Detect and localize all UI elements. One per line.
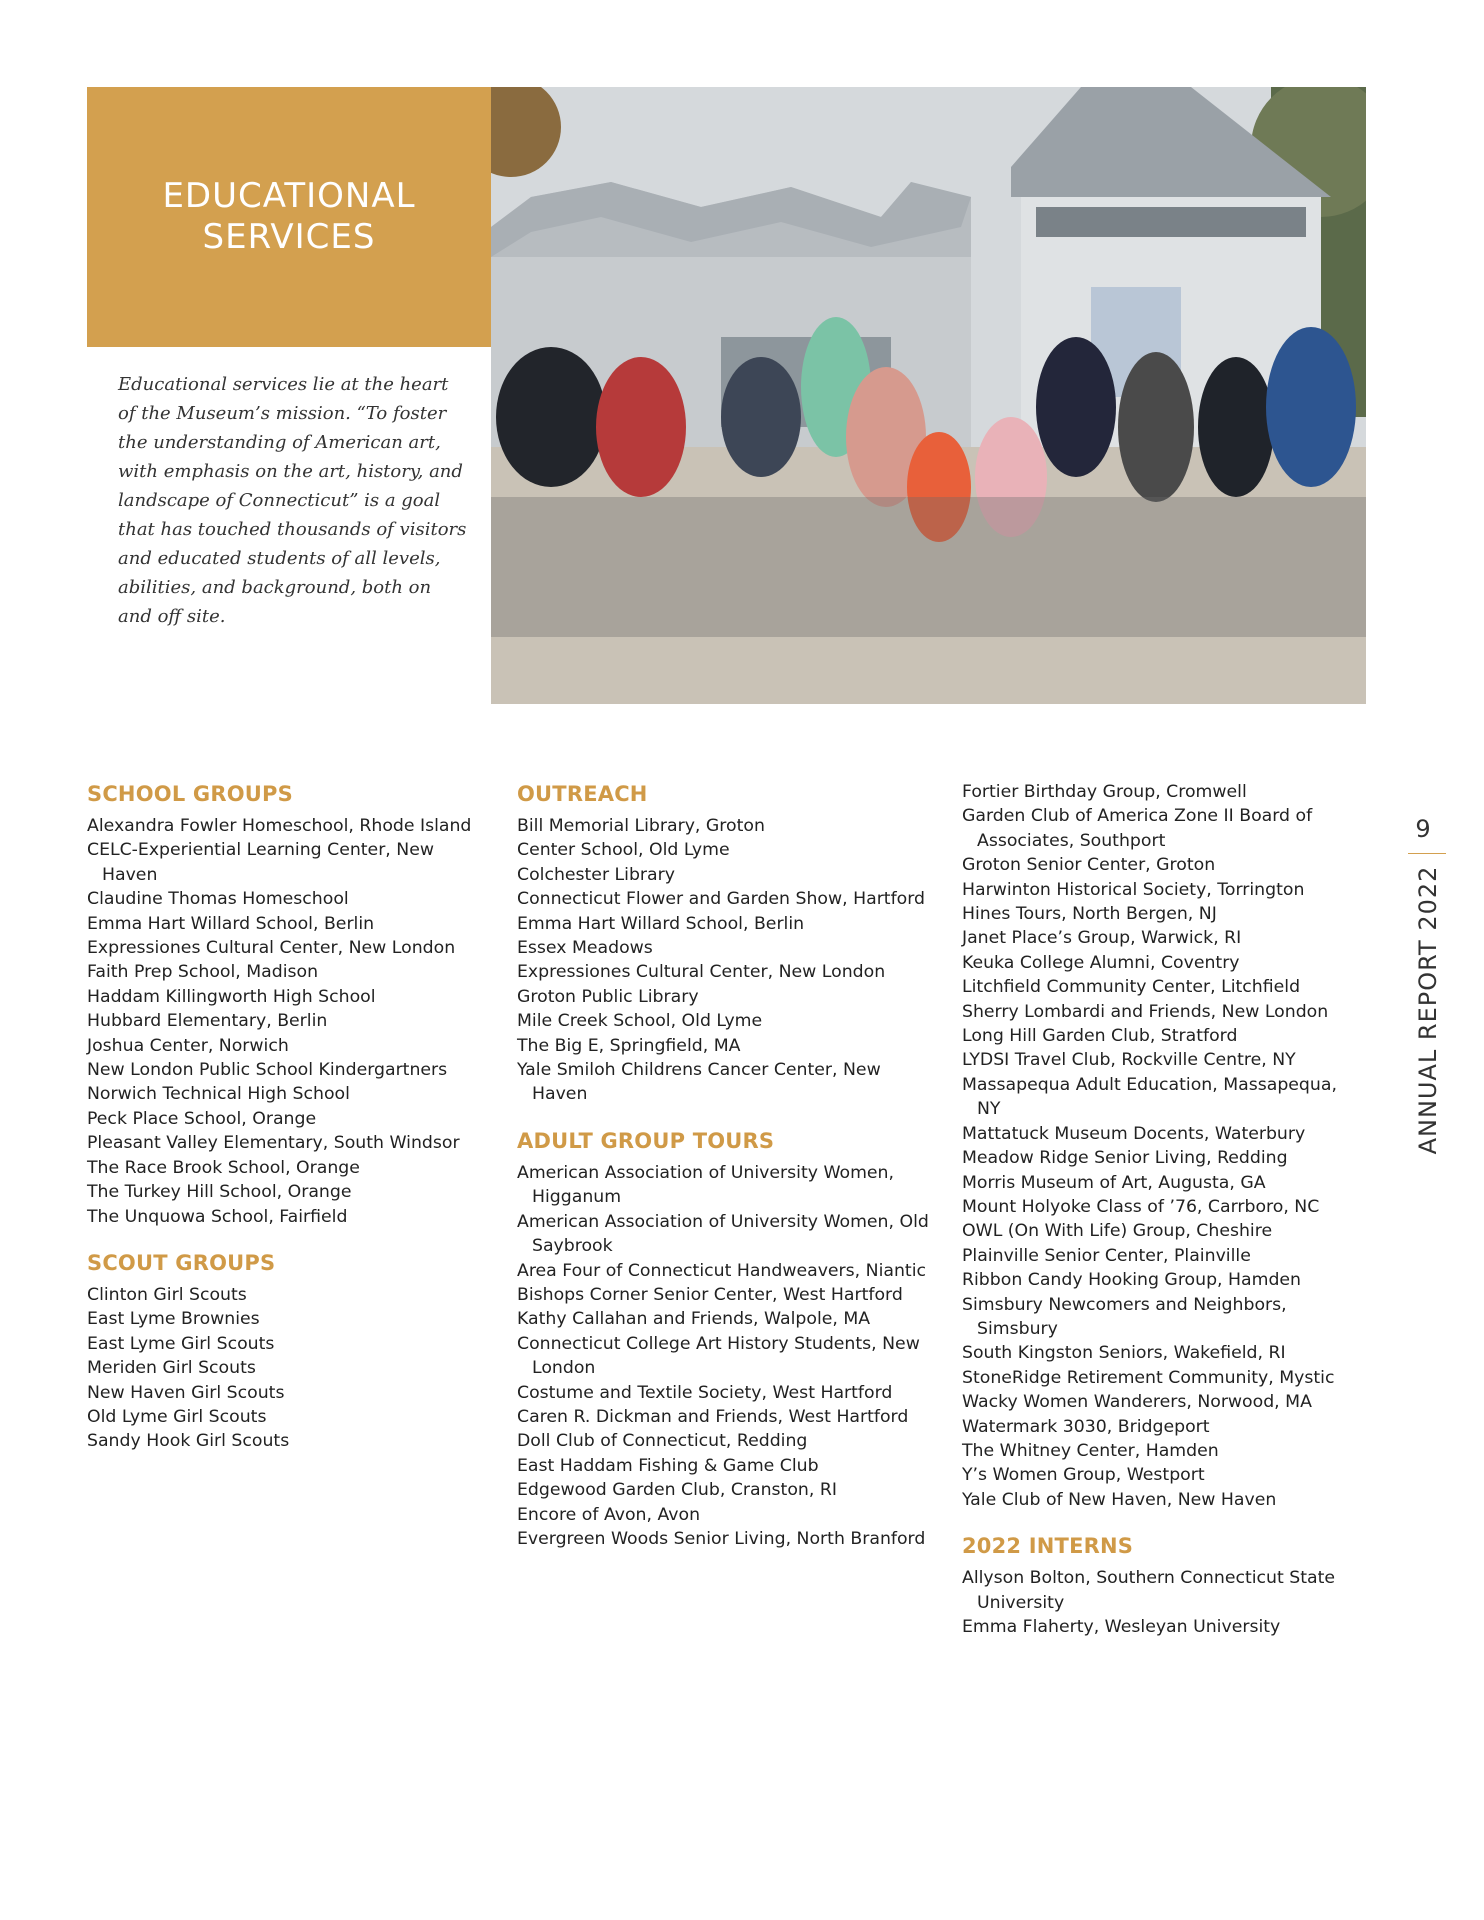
list-item: Mile Creek School, Old Lyme xyxy=(517,1011,763,1032)
adult-group-tours-section xyxy=(517,1127,937,1552)
list-item: Encore of Avon, Avon xyxy=(517,1504,701,1525)
group-photo-illustration xyxy=(491,87,1366,704)
list-item: Mount Holyoke Class of ’76, Carrboro, NC xyxy=(962,1196,1320,1217)
list-item: Clinton Girl Scouts xyxy=(87,1284,247,1305)
list-item: The Whitney Center, Hamden xyxy=(962,1440,1219,1461)
list-item: East Haddam Fishing & Game Club xyxy=(517,1455,819,1476)
list-item: Sherry Lombardi and Friends, New London xyxy=(962,1001,1329,1022)
list-item: Emma Flaherty, Wesleyan University xyxy=(962,1617,1281,1637)
title-block xyxy=(87,87,491,347)
list-item: Janet Place’s Group, Warwick, RI xyxy=(962,928,1242,949)
list-item: Haddam Killingworth High School xyxy=(87,986,376,1007)
list-item: Essex Meadows xyxy=(517,938,653,959)
list-item: Costume and Textile Society, West Hartford xyxy=(517,1382,893,1403)
list-item: StoneRidge Retirement Community, Mystic xyxy=(962,1367,1335,1388)
list-item: American Association of University Women, Old Saybrook xyxy=(517,1211,929,1257)
list-item: Keuka College Alumni, Coventry xyxy=(962,952,1240,973)
interns-heading: 2022 INTERNS xyxy=(962,1534,1134,1559)
list-item: East Lyme Girl Scouts xyxy=(87,1333,275,1354)
list-item: OWL (On With Life) Group, Cheshire xyxy=(962,1221,1273,1242)
adult-group-tours-continued-section xyxy=(962,780,1362,1512)
list-item: Emma Hart Willard School, Berlin xyxy=(517,913,805,934)
intro-text: Educational services lie at the heart of the Museum’s mission. “To foster the understanding of American art, with emphasis on the art, history, and landscape of Connecticut” is a goal that has touched thousands of visitors and educated students of all levels, abilities, and background, both on and off site. xyxy=(118,374,467,627)
list-item: Peck Place School, Orange xyxy=(87,1108,317,1129)
school-groups-list xyxy=(87,814,487,1229)
list-item: Simsbury Newcomers and Neighbors, Simsbury xyxy=(962,1294,1287,1339)
list-item: New London Public School Kindergartners xyxy=(87,1060,448,1081)
list-item: The Unquowa School, Fairfield xyxy=(87,1206,348,1227)
list-item: Joshua Center, Norwich xyxy=(87,1035,289,1056)
page-number: 9 xyxy=(1415,815,1431,843)
interns-list xyxy=(962,1566,1362,1639)
adult-group-tours-list xyxy=(517,1161,937,1552)
school-groups-heading: SCHOOL GROUPS xyxy=(87,782,293,806)
list-item: Alexandra Fowler Homeschool, Rhode Island xyxy=(87,816,472,836)
list-item: Hines Tours, North Bergen, NJ xyxy=(962,904,1217,925)
list-item: Area Four of Connecticut Handweavers, Niantic xyxy=(517,1260,927,1281)
list-item: Watermark 3030, Bridgeport xyxy=(962,1416,1210,1437)
scout-groups-section xyxy=(87,1249,487,1454)
list-item: Connecticut College Art History Students, New London xyxy=(517,1333,920,1379)
adult-group-tours-continued-list xyxy=(962,780,1362,1512)
list-item: Garden Club of America Zone II Board of Associates, Southport xyxy=(962,806,1313,851)
list-item: CELC-Experiential Learning Center, New Haven xyxy=(87,840,434,885)
outreach-list xyxy=(517,814,937,1107)
list-item: Expressiones Cultural Center, New London xyxy=(87,938,456,959)
list-item: Bishops Corner Senior Center, West Hartford xyxy=(517,1284,903,1305)
scout-groups-list xyxy=(87,1283,487,1454)
list-item: The Turkey Hill School, Orange xyxy=(87,1182,352,1203)
list-item: Groton Senior Center, Groton xyxy=(962,855,1216,876)
list-item: East Lyme Brownies xyxy=(87,1309,260,1330)
list-item: Allyson Bolton, Southern Connecticut State University xyxy=(962,1568,1336,1613)
list-item: Faith Prep School, Madison xyxy=(87,962,319,983)
list-item: Doll Club of Connecticut, Redding xyxy=(517,1431,808,1452)
outreach-heading: OUTREACH xyxy=(517,782,648,806)
list-item: LYDSI Travel Club, Rockville Centre, NY xyxy=(962,1050,1296,1071)
list-item: Sandy Hook Girl Scouts xyxy=(87,1431,290,1452)
list-item: Harwinton Historical Society, Torrington xyxy=(962,879,1305,900)
list-item: Evergreen Woods Senior Living, North Branford xyxy=(517,1528,926,1549)
list-item: Plainville Senior Center, Plainville xyxy=(962,1245,1251,1266)
page-number-rule xyxy=(1408,853,1446,854)
list-item: Caren R. Dickman and Friends, West Hartford xyxy=(517,1406,909,1427)
list-item: Groton Public Library xyxy=(517,986,699,1007)
list-item: Y’s Women Group, Westport xyxy=(962,1465,1205,1486)
list-item: Expressiones Cultural Center, New London xyxy=(517,962,886,983)
outreach-section xyxy=(517,780,937,1107)
list-item: Litchfield Community Center, Litchfield xyxy=(962,977,1301,998)
list-item: The Big E, Springfield, MA xyxy=(517,1035,741,1056)
list-item: Morris Museum of Art, Augusta, GA xyxy=(962,1172,1266,1193)
list-item: Meadow Ridge Senior Living, Redding xyxy=(962,1148,1288,1169)
list-item: Wacky Women Wanderers, Norwood, MA xyxy=(962,1392,1312,1413)
group-photo xyxy=(491,87,1366,704)
interns-section xyxy=(962,1532,1362,1639)
list-item: Bill Memorial Library, Groton xyxy=(517,816,765,836)
list-item: Connecticut Flower and Garden Show, Hartford xyxy=(517,889,925,910)
list-item: The Race Brook School, Orange xyxy=(87,1157,360,1178)
list-item: Claudine Thomas Homeschool xyxy=(87,889,349,910)
list-item: Meriden Girl Scouts xyxy=(87,1358,256,1379)
school-groups-section xyxy=(87,780,487,1229)
page-title: EDUCATIONAL SERVICES xyxy=(162,176,416,257)
list-item: South Kingston Seniors, Wakefield, RI xyxy=(962,1343,1286,1364)
scout-groups-heading: SCOUT GROUPS xyxy=(87,1250,276,1275)
list-item: Massapequa Adult Education, Massapequa, NY xyxy=(962,1074,1337,1120)
list-item: Yale Club of New Haven, New Haven xyxy=(962,1489,1277,1510)
list-item: Colchester Library xyxy=(517,864,675,885)
list-item: Kathy Callahan and Friends, Walpole, MA xyxy=(517,1309,871,1330)
list-item: Hubbard Elementary, Berlin xyxy=(87,1011,328,1032)
adult-group-tours-heading: ADULT GROUP TOURS xyxy=(517,1128,775,1153)
list-item: New Haven Girl Scouts xyxy=(87,1382,285,1403)
list-item: Fortier Birthday Group, Cromwell xyxy=(962,782,1247,802)
list-item: Emma Hart Willard School, Berlin xyxy=(87,913,375,934)
list-item: Long Hill Garden Club, Stratford xyxy=(962,1026,1238,1047)
list-item: American Association of University Women, Higganum xyxy=(517,1162,894,1208)
list-item: Edgewood Garden Club, Cranston, RI xyxy=(517,1480,837,1501)
list-item: Old Lyme Girl Scouts xyxy=(87,1406,267,1427)
list-item: Mattatuck Museum Docents, Waterbury xyxy=(962,1123,1306,1144)
list-item: Norwich Technical High School xyxy=(87,1084,350,1105)
column-3 xyxy=(962,780,1362,1659)
list-item: Yale Smiloh Childrens Cancer Center, New Haven xyxy=(517,1060,881,1105)
column-2 xyxy=(517,780,937,1571)
list-item: Center School, Old Lyme xyxy=(517,840,730,861)
list-item: Ribbon Candy Hooking Group, Hamden xyxy=(962,1270,1302,1291)
column-1 xyxy=(87,780,487,1474)
annual-report-label-text: ANNUAL REPORT 2022 xyxy=(1414,865,1442,1155)
list-item: Pleasant Valley Elementary, South Windsor xyxy=(87,1133,460,1154)
